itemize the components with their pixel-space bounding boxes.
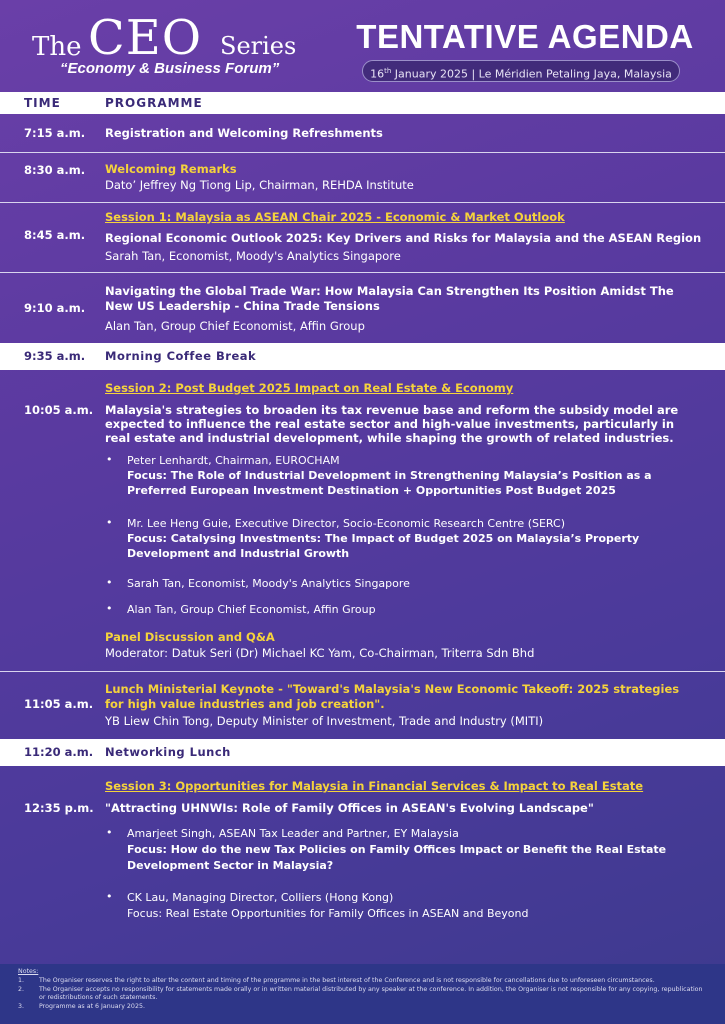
row-title: Morning Coffee Break: [105, 349, 257, 363]
row-title: Networking Lunch: [105, 745, 231, 759]
logo-ceo: CEO: [88, 10, 203, 66]
row-time: 8:45 a.m.: [24, 228, 86, 242]
ceo-series-logo: [30, 12, 310, 82]
bullet-icon: •: [106, 890, 113, 903]
session-title: Session 3: Opportunities for Malaysia in Financial Services & Impact to Real Estate: [105, 779, 644, 793]
row-time: 9:10 a.m.: [24, 301, 86, 315]
row-title: Regional Economic Outlook 2025: Key Drivers and Risks for Malaysia and the ASEAN Region: [105, 231, 702, 245]
panel-title: Panel Discussion and Q&A: [105, 630, 275, 644]
row-title: Welcoming Remarks: [105, 162, 237, 176]
note-item: [18, 1003, 707, 1012]
speaker-focus-line1: Focus: How do the new Tax Policies on Family Offices Impact or Benefit the Real Estate: [127, 843, 667, 856]
bullet-icon: •: [106, 516, 113, 529]
event-date-venue: [362, 60, 680, 82]
bullet-icon: •: [106, 602, 113, 615]
footer-notes: [0, 964, 725, 1024]
speaker-name: Peter Lenhardt, Chairman, EUROCHAM: [127, 454, 340, 467]
row-speaker: YB Liew Chin Tong, Deputy Minister of Investment, Trade and Industry (MITI): [105, 714, 544, 728]
speaker-name: CK Lau, Managing Director, Colliers (Hong Kong): [127, 891, 394, 904]
note-number: 3.: [18, 1002, 25, 1010]
logo-the: The: [32, 32, 82, 62]
row-time: 11:05 a.m.: [24, 697, 94, 711]
row-title-line3: real estate and industrial development, while shaping the growth of related industries.: [105, 431, 674, 445]
row-title: Registration and Welcoming Refreshments: [105, 126, 383, 140]
row-time: 8:30 a.m.: [24, 163, 86, 177]
panel-moderator: Moderator: Datuk Seri (Dr) Michael KC Yam, Co-Chairman, Triterra Sdn Bhd: [105, 646, 535, 660]
row-speaker: Dato’ Jeffrey Ng Tiong Lip, Chairman, REHDA Institute: [105, 178, 414, 192]
logo-forum-tagline: “Economy & Business Forum”: [60, 60, 280, 77]
row-title-line1: Lunch Ministerial Keynote - "Toward's Malaysia's New Economic Takeoff: 2025 strategies: [105, 682, 680, 696]
session-title: Session 1: Malaysia as ASEAN Chair 2025 - Economic & Market Outlook: [105, 210, 565, 224]
agenda-row-session1-outlook: [0, 202, 725, 272]
agenda-row-welcoming: [0, 152, 725, 202]
speaker-name: Mr. Lee Heng Guie, Executive Director, Socio-Economic Research Centre (SERC): [127, 517, 565, 530]
date-venue-text: January 2025 | Le Méridien Petaling Jaya, Malaysia: [391, 67, 672, 81]
speaker-name: Amarjeet Singh, ASEAN Tax Leader and Partner, EY Malaysia: [127, 827, 459, 840]
agenda-table-header: [0, 92, 725, 114]
bullet-icon: •: [106, 826, 113, 839]
agenda-row-session3-financial: [0, 766, 725, 961]
row-time: 7:15 a.m.: [24, 126, 86, 140]
row-title-line2: expected to influence the real estate sector and high-value investments, particularly in: [105, 417, 675, 431]
note-number: 1.: [18, 977, 25, 984]
speaker-focus-line1: Focus: The Role of Industrial Development in Strengthening Malaysia’s Position as a: [127, 469, 652, 482]
page-title: TENTATIVE AGENDA: [356, 18, 694, 55]
note-text: The Organiser reserves the right to alter the content and timing of the programme in the best interest of the Conference and is not responsible for cancellations due to unforeseen circumstances.: [39, 977, 655, 984]
date-day: 16: [370, 67, 385, 81]
row-speaker: Sarah Tan, Economist, Moody's Analytics Singapore: [105, 249, 401, 263]
row-time: 12:35 p.m.: [24, 801, 94, 815]
speaker-focus-line2: Development Sector in Malaysia?: [127, 859, 334, 872]
notes-title: Notes:: [18, 968, 39, 975]
logo-series: Series: [220, 32, 297, 60]
row-title-line1: Malaysia's strategies to broaden its tax revenue base and reform the subsidy model are: [105, 403, 679, 417]
row-title: "Attracting UHNWIs: Role of Family Offices in ASEAN's Evolving Landscape": [105, 801, 594, 815]
row-title-line2: New US Leadership - China Trade Tensions: [105, 299, 380, 313]
note-text: Programme as at 6 January 2025.: [39, 1002, 145, 1010]
time-column-header: TIME: [24, 96, 61, 110]
speaker-focus-line2: Development and Industrial Growth: [127, 547, 350, 560]
note-number: 2.: [18, 985, 25, 993]
agenda-row-networking-lunch: [0, 739, 725, 766]
speaker-focus: Focus: Real Estate Opportunities for Family Offices in ASEAN and Beyond: [127, 907, 529, 920]
row-time: 11:20 a.m.: [24, 745, 94, 759]
agenda-row-trade-war: [0, 272, 725, 343]
speaker-name: Alan Tan, Group Chief Economist, Affin Group: [127, 603, 376, 616]
bullet-icon: •: [106, 576, 113, 589]
speaker-focus-line2: Preferred European Investment Destination + Opportunities Post Budget 2025: [127, 484, 616, 497]
speaker-focus-line1: Focus: Catalysing Investments: The Impact of Budget 2025 on Malaysia’s Property: [127, 532, 640, 545]
bullet-icon: •: [106, 453, 113, 466]
session-title: Session 2: Post Budget 2025 Impact on Real Estate & Economy: [105, 381, 514, 395]
row-title-line1: Navigating the Global Trade War: How Malaysia Can Strengthen Its Position Amidst The: [105, 284, 674, 298]
row-time: 10:05 a.m.: [24, 403, 94, 417]
row-speaker: Alan Tan, Group Chief Economist, Affin Group: [105, 319, 365, 333]
note-item: [18, 986, 707, 1003]
note-text: The Organiser accepts no responsibility for statements made orally or in written material distributed by any speaker at the conference. In addition, the Organiser is not responsible for any copying, republication or redistributions of such statements.: [39, 985, 703, 1001]
row-time: 9:35 a.m.: [24, 349, 86, 363]
agenda-row-ministerial-keynote: [0, 671, 725, 739]
row-title-line2: for high value industries and job creation".: [105, 697, 385, 711]
header: [0, 0, 725, 92]
date-suffix: th: [384, 67, 392, 75]
note-item: [18, 977, 707, 986]
speaker-name: Sarah Tan, Economist, Moody's Analytics Singapore: [127, 577, 410, 590]
programme-column-header: PROGRAMME: [105, 96, 203, 110]
agenda-row-session2-budget: [0, 370, 725, 671]
agenda-row-registration: [0, 114, 725, 152]
agenda-row-coffee-break: [0, 343, 725, 370]
